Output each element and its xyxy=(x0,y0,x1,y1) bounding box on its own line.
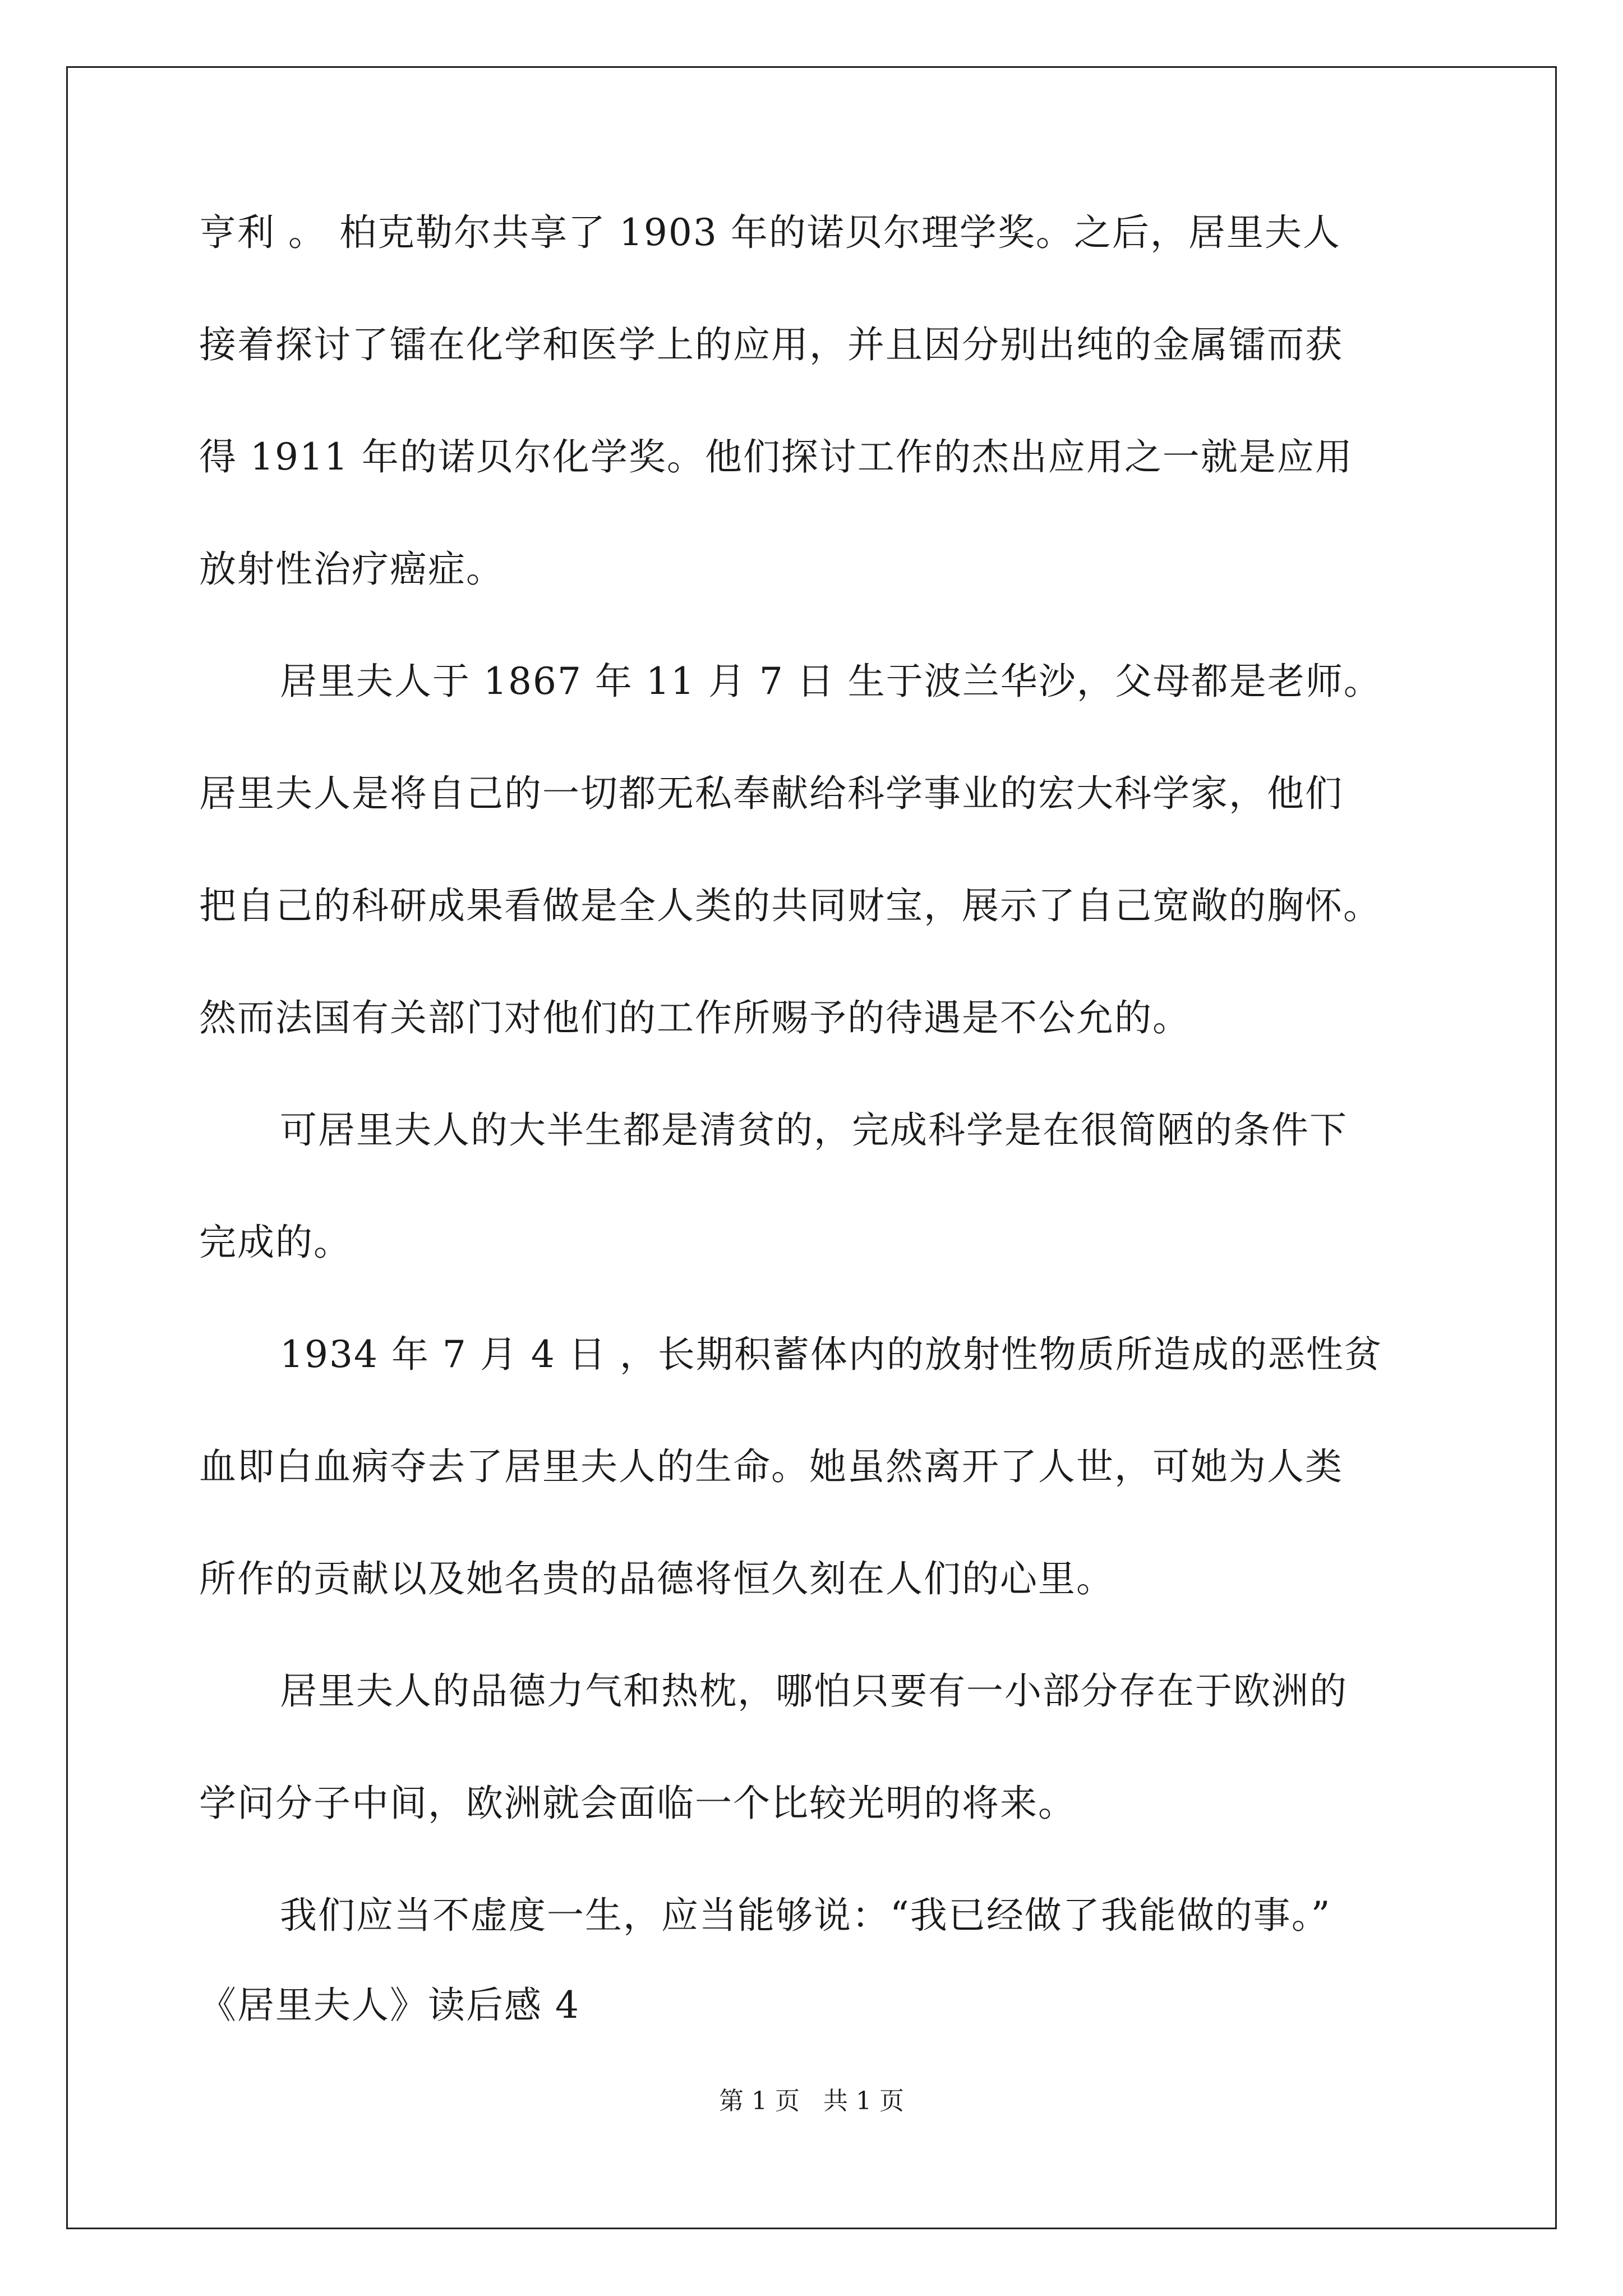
text-line: 把自己的科研成果看做是全人类的共同财宝，展示了自己宽敞的胸怀。 xyxy=(199,884,1381,927)
document-body xyxy=(199,210,1433,2095)
text-line: 学问分子中间，欧洲就会面临一个比较光明的将来。 xyxy=(199,1782,1076,1825)
paragraph-first-line: 居里夫人于 1867 年 11 月 7 日 生于波兰华沙，父母都是老师。 xyxy=(280,660,1382,703)
text-line: 居里夫人是将自己的一切都无私奉献给科学事业的宏大科学家，他们 xyxy=(199,772,1343,815)
text-line: 得 1911 年的诺贝尔化学奖。他们探讨工作的杰出应用之一就是应用 xyxy=(199,435,1353,478)
paragraph-first-line: 可居里夫人的大半生都是清贫的，完成科学是在很简陋的条件下 xyxy=(280,1108,1348,1152)
text-line: 血即白血病夺去了居里夫人的生命。她虽然离开了人世，可她为人类 xyxy=(199,1445,1343,1488)
text-line: 完成的。 xyxy=(199,1221,352,1264)
text-line: 放射性治疗癌症。 xyxy=(199,547,504,591)
section-heading: 《居里夫人》读后感 4 xyxy=(199,1984,580,2027)
text-line: 然而法国有关部门对他们的工作所赐予的待遇是不公允的。 xyxy=(199,996,1191,1039)
paragraph-first-line: 居里夫人的品德力气和热枕，哪怕只要有一小部分存在于欧洲的 xyxy=(280,1669,1348,1713)
page-footer: 第 1 页 共 1 页 xyxy=(719,2087,904,2115)
text-line: 接着探讨了镭在化学和医学上的应用，并且因分别出纯的金属镭而获 xyxy=(199,323,1343,366)
paragraph-first-line: 1934 年 7 月 4 日 ，长期积蓄体内的放射性物质所造成的恶性贫 xyxy=(280,1333,1382,1376)
text-line: 所作的贡献以及她名贵的品德将恒久刻在人们的心里。 xyxy=(199,1557,1114,1600)
text-line: 亨利 。 柏克勒尔共享了 1903 年的诺贝尔理学奖。之后，居里夫人 xyxy=(199,211,1341,254)
paragraph-first-line: 我们应当不虚度一生，应当能够说：“我已经做了我能做的事。” xyxy=(280,1894,1331,1937)
